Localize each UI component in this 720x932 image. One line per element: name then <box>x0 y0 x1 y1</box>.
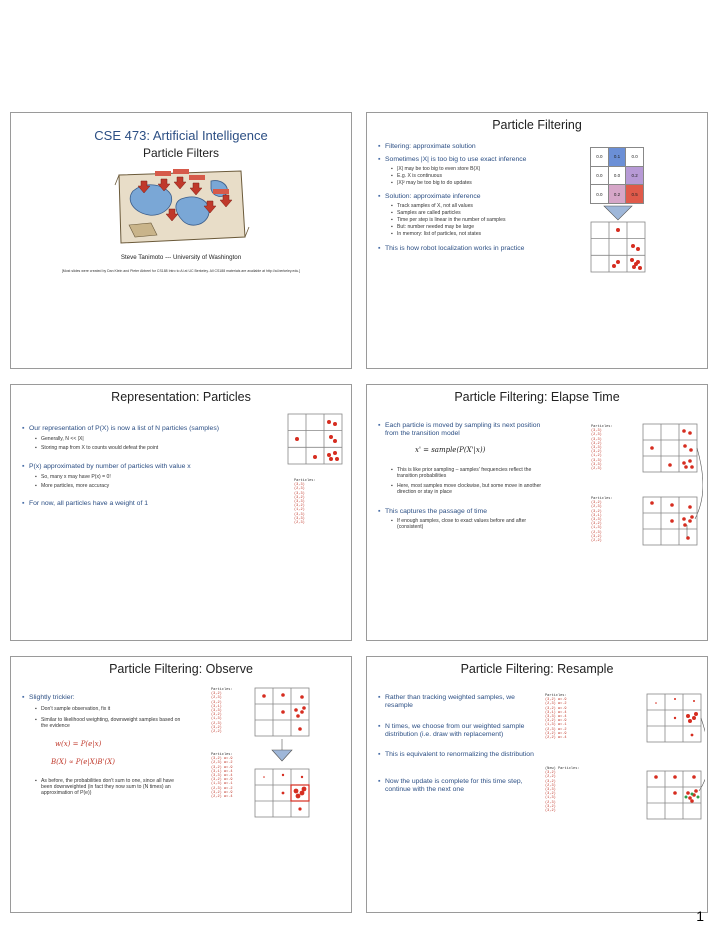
particle: (3,2) w=.9 <box>211 790 233 795</box>
particle: (3,3) <box>294 491 305 496</box>
particle: (3,1) <box>211 704 222 709</box>
sub-bullet: ▪ E.g. X is continuous <box>391 173 443 179</box>
particle: (3,2) w=.9 <box>545 719 567 724</box>
bullet: ▪ Our representation of P(X) is now a list of N particles (samples) <box>22 425 220 432</box>
particle-list-header: Particles: <box>294 479 316 483</box>
particle: (1,2) <box>591 454 602 459</box>
bullet: ▪ This is equivalent to renormalizing the distribution <box>378 751 534 758</box>
particle: (3,2) w=.9 <box>545 706 567 711</box>
particle: (2,3) <box>591 505 602 510</box>
particle: (2,3) <box>294 487 305 492</box>
particle: (2,3) w=.2 <box>211 786 233 791</box>
particle: (3,3) w=.4 <box>211 774 233 779</box>
particle-list-after <box>591 497 613 543</box>
slide-representation <box>10 384 352 641</box>
bullet: ▪ Each particle is moved by sampling its next position from the transition model <box>378 422 541 437</box>
particle-grid-illustration <box>287 413 343 465</box>
slide-title: Particle Filtering <box>492 118 582 132</box>
particle: (3,2) w=.9 <box>211 757 233 762</box>
particle: (2,3) <box>545 800 556 805</box>
particle: (3,2) <box>591 501 602 506</box>
particle: (3,3) <box>591 429 602 434</box>
particle: (3,2) <box>545 779 556 784</box>
particle: (3,2) <box>591 450 602 455</box>
slide-elapse-time <box>366 384 708 641</box>
particle-list-before <box>211 688 233 734</box>
particle: (3,2) <box>545 804 556 809</box>
particle: (1,3) <box>211 717 222 722</box>
sub-bullet: ▪ In memory: list of particles, not states <box>391 231 482 237</box>
particle: (2,3) <box>591 530 602 535</box>
particle: (3,1) <box>591 513 602 518</box>
particle: (2,2) <box>545 775 556 780</box>
down-arrow-icon <box>604 206 632 220</box>
sub-bullet: ▪ Time per step is linear in the number of samples <box>391 217 506 223</box>
sub-bullet: ▪ |X| may be too big to even store B(X) <box>391 166 481 172</box>
particle: (3,3) <box>591 518 602 523</box>
particle: (3,3) <box>591 462 602 467</box>
particle: (2,3) <box>211 696 222 701</box>
bullet: ▪ Filtering: approximate solution <box>378 143 476 150</box>
particle: (2,2) w=.4 <box>545 736 567 741</box>
sub-bullet: ▪ Storing map from X to counts would defeat the point <box>35 445 159 451</box>
grid-cell: 0.2 <box>608 185 626 204</box>
particle-list-before <box>591 425 613 471</box>
map-illustration <box>111 165 251 249</box>
particle: (3,1) w=.4 <box>211 769 233 774</box>
sub-bullet: ▪ Similar to likelihood weighting, downweight samples based on the evidence <box>35 717 181 730</box>
particle: (2,2) <box>211 730 222 735</box>
particle: (3,2) <box>545 792 556 797</box>
sub-bullet: ▪ Generally, N << |X| <box>35 436 84 442</box>
particle: (3,3) <box>294 512 305 517</box>
particle-list-header: Particles: <box>211 688 233 692</box>
grid-cell: 0.2 <box>626 166 644 185</box>
course-title: CSE 473: Artificial Intelligence <box>94 128 268 143</box>
slide-title: Representation: Particles <box>111 390 251 404</box>
particle: (3,3) <box>294 500 305 505</box>
particle: (2,3) w=.2 <box>545 727 567 732</box>
credit-line: [Most slides were created by Dan Klein and Pieter Abbeel for CS188 Intro to AI at UC Berkeley. All CS188 materials are available at http://ai.berkeley.edu.] <box>61 269 301 273</box>
bullet: ▪ Solution: approximate inference <box>378 193 481 200</box>
particle-list-weighted <box>211 753 233 799</box>
particle: (3,3) <box>591 437 602 442</box>
grid-cell: 0.0 <box>591 185 609 204</box>
particle: (1,3) <box>591 526 602 531</box>
bullet: ▪ Sometimes |X| is too big to use exact inference <box>378 156 527 163</box>
particle: (3,2) <box>591 441 602 446</box>
particle: (3,2) <box>294 504 305 509</box>
particle: (3,1) w=.4 <box>545 710 567 715</box>
bullet: ▪ Slightly trickier: <box>22 694 75 701</box>
slide-subtitle: Particle Filters <box>142 146 219 160</box>
particle: (3,3) <box>294 483 305 488</box>
particle: (3,3) <box>591 446 602 451</box>
sub-bullet: ▪ So, many x may have P(x) = 0! <box>35 474 111 480</box>
sub-bullet: ▪ As before, the probabilities don't sum to one, since all have been downweighted (in fact they now sum to (N times) an approximation of P(e)) <box>35 778 174 797</box>
particle: (1,3) <box>545 796 556 801</box>
particle: (3,2) <box>211 692 222 697</box>
slide-title: Particle Filtering: Resample <box>460 662 614 676</box>
particle-grid-illustration <box>590 204 646 274</box>
sub-bullet: ▪ But: number needed may be large <box>391 224 475 230</box>
sub-bullet: ▪ More particles, more accuracy <box>35 483 110 489</box>
bullet: ▪ P(x) approximated by number of particles with value x <box>22 463 191 470</box>
particle: (2,3) <box>591 433 602 438</box>
belief-formula: B(X) ∝ P(e|X)B'(X) <box>51 758 115 766</box>
bullet: ▪ Now the update is complete for this time step, continue with the next one <box>378 778 523 793</box>
particle: (3,2) <box>211 713 222 718</box>
sub-bullet: ▪ This is like prior sampling – samples' frequencies reflect the transition probabilities <box>391 467 532 480</box>
particle: (2,3) <box>211 721 222 726</box>
particle: (1,2) <box>294 508 305 513</box>
particle: (2,3) <box>591 467 602 472</box>
particle: (3,2) <box>545 771 556 776</box>
particle: (3,2) w=.9 <box>211 765 233 770</box>
particle-list <box>294 479 316 525</box>
slide-particle-filtering <box>366 112 708 369</box>
sub-bullet: ▪ Here, most samples move clockwise, but some move in another direction or stay in place <box>391 483 542 496</box>
particle: (3,2) <box>211 700 222 705</box>
particle: (3,2) w=.9 <box>211 778 233 783</box>
particle: (3,3) <box>591 458 602 463</box>
particle: (2,3) w=.2 <box>545 702 567 707</box>
particle: (2,3) w=.2 <box>211 761 233 766</box>
particle: (3,3) w=.4 <box>545 715 567 720</box>
page-number: 1 <box>696 908 704 924</box>
bullet: ▪ This is how robot localization works in practice <box>378 245 525 252</box>
particle-list-new <box>545 767 580 813</box>
bullet: ▪ Rather than tracking weighted samples, we resample <box>378 694 515 709</box>
sub-bullet: ▪ Samples are called particles <box>391 210 461 216</box>
particle-list-header: (New) Particles: <box>545 767 580 771</box>
particle: (3,2) <box>591 509 602 514</box>
slide-observe <box>10 656 352 913</box>
particle: (3,2) w=.9 <box>545 698 567 703</box>
resample-illustration <box>621 693 705 823</box>
weight-formula: w(x) = P(e|x) <box>55 740 102 748</box>
observe-illustration <box>247 687 317 827</box>
elapse-time-illustration <box>617 423 703 547</box>
slide-resample <box>366 656 708 913</box>
down-arrow-icon <box>272 750 292 761</box>
bullet: ▪ N times, we choose from our weighted sample distribution (i.e. draw with replacement) <box>378 723 525 738</box>
grid-cell: 0.5 <box>626 185 644 204</box>
particle: (3,3) <box>294 516 305 521</box>
belief-grid <box>590 147 644 204</box>
bullet: ▪ For now, all particles have a weight of 1 <box>22 500 149 507</box>
particle: (2,2) <box>591 539 602 544</box>
particle: (3,3) <box>211 709 222 714</box>
slide-title: Particle Filtering: Elapse Time <box>454 390 620 404</box>
sub-bullet: ▪ If enough samples, close to exact values before and after (consistent) <box>391 518 527 531</box>
particle: (3,2) w=.9 <box>545 731 567 736</box>
particle: (3,2) <box>211 725 222 730</box>
particle: (1,3) w=.1 <box>545 723 567 728</box>
sub-bullet: ▪ Track samples of X, not all values <box>391 203 473 209</box>
particle: (2,2) w=.4 <box>211 795 233 800</box>
grid-cell: 0.0 <box>591 148 609 167</box>
particle: (3,2) <box>545 809 556 814</box>
particle-list-header: Particles: <box>591 425 613 429</box>
particle: (3,2) <box>591 522 602 527</box>
particle: (3,2) <box>294 495 305 500</box>
particle: (2,3) <box>294 521 305 526</box>
particle: (3,2) <box>591 534 602 539</box>
author-line: Steve Tanimoto --- University of Washington <box>120 254 242 261</box>
particle-list-header: Particles: <box>211 753 233 757</box>
particle-list-header: Particles: <box>545 694 567 698</box>
grid-cell: 0.1 <box>608 148 626 167</box>
sub-bullet: ▪ |X|² may be too big to do updates <box>391 180 472 186</box>
particle: (3,3) <box>545 788 556 793</box>
grid-cell: 0.0 <box>608 166 626 185</box>
particle: (2,3) <box>545 783 556 788</box>
particle-list-header: Particles: <box>591 497 613 501</box>
particle-list-weighted <box>545 694 567 740</box>
sub-bullet: ▪ Don't sample observation, fix it <box>35 706 111 712</box>
grid-cell: 0.0 <box>626 148 644 167</box>
slide-title <box>10 112 352 369</box>
slide-title: Particle Filtering: Observe <box>109 662 253 676</box>
transition-formula: x' = sample(P(X'|x)) <box>415 446 486 454</box>
particle: (1,3) w=.1 <box>211 782 233 787</box>
bullet: ▪ This captures the passage of time <box>378 508 488 515</box>
grid-cell: 0.0 <box>591 166 609 185</box>
